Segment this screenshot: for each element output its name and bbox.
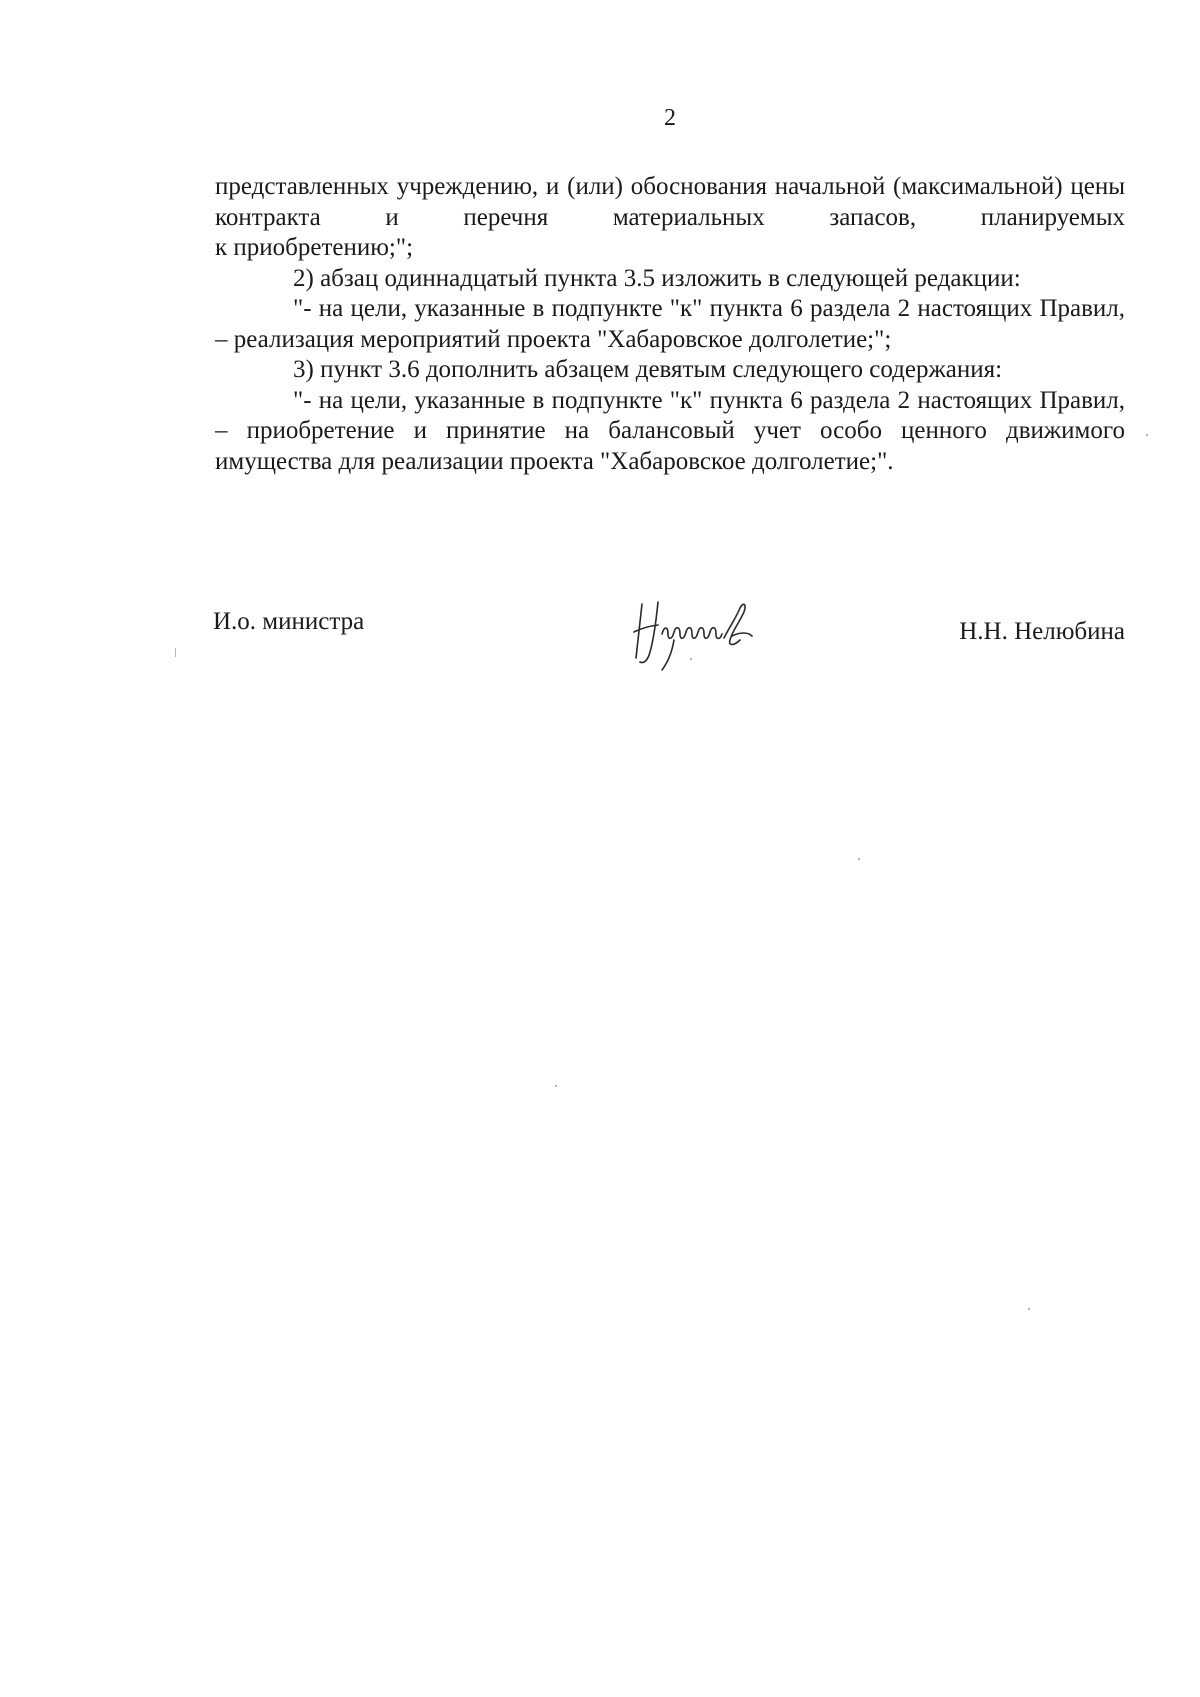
paragraph: "- на цели, указанные в подпункте "к" пункта 6 раздела 2 настоящих Правил, – приобретение и принятие на балансовый учет особо ценного движимого имущества для реализации проекта "Хабаровское долголетие;".: [215, 386, 1125, 475]
paragraph: 2) абзац одиннадцатый пункта 3.5 изложить в следующей редакции:: [293, 264, 1021, 292]
scan-speck: [1146, 434, 1148, 436]
signature-block: [213, 592, 1125, 682]
page-number: 2: [664, 105, 676, 131]
paragraph: к приобретению;";: [215, 234, 414, 261]
scan-speck: [858, 858, 860, 860]
paragraph: 3) пункт 3.6 дополнить абзацем девятым следующего содержания:: [293, 356, 1003, 383]
handwritten-signature: [628, 592, 778, 672]
signatory-name: Н.Н. Нелюбина: [959, 618, 1125, 645]
scan-speck: [555, 1085, 557, 1087]
scan-speck: [690, 658, 692, 660]
paragraph: представленных учреждению, и (или) обоснования начальной (максимальной) цены контракта и перечня материальных запасов, планируемых: [215, 173, 1125, 231]
scan-speck: [1028, 1308, 1030, 1310]
scan-speck: [175, 648, 176, 657]
document-body: [215, 172, 1125, 477]
paragraph: "- на цели, указанные в подпункте "к" пункта 6 раздела 2 настоящих Правил, – реализация мероприятий проекта "Хабаровское долголетие;";: [215, 295, 1125, 353]
signatory-title: И.о. министра: [213, 608, 365, 635]
